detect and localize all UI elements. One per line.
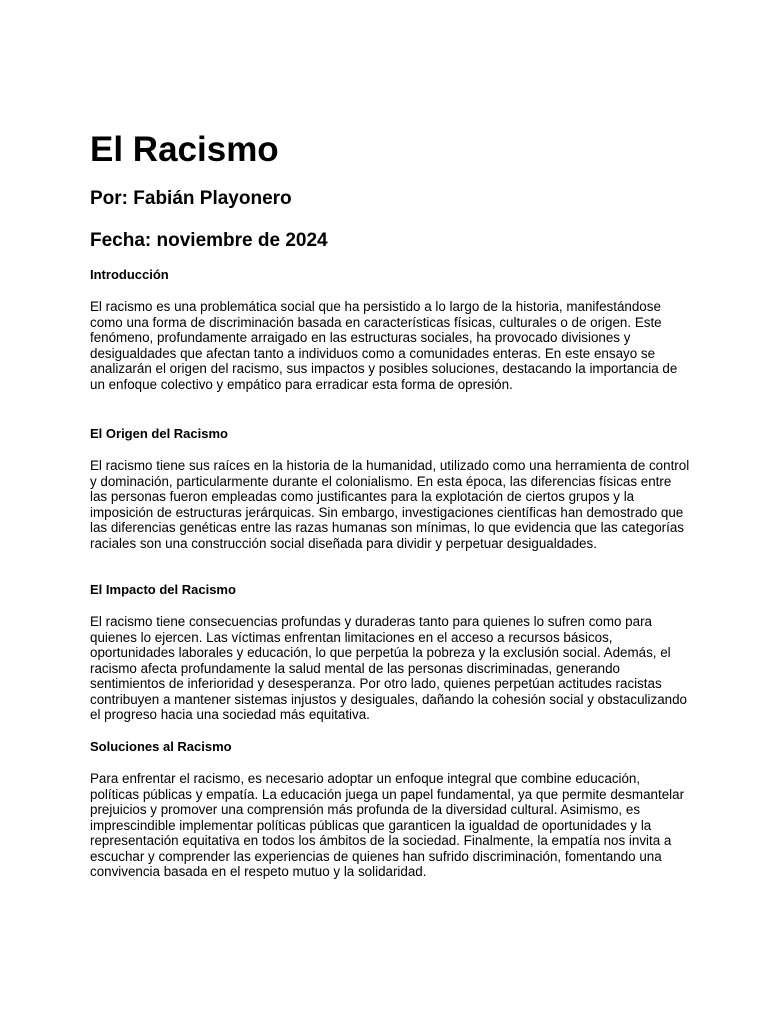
section-paragraph: El racismo es una problemática social que ha persistido a lo largo de la historia, manifestándose como una forma de discriminación basada en características físicas, culturales o de origen. Este fenómeno, profundamente arraigado en las estructuras sociales, ha provocado divisiones y desigualdades que afectan tanto a individuos como a comunidades enteras. En este ensayo se analizarán el origen del racismo, sus impactos y posibles soluciones, destacando la importancia de un enfoque colectivo y empático para erradicar esta forma de opresión. (90, 299, 678, 392)
document-title: El Racismo (90, 130, 279, 169)
section-soluciones (90, 739, 690, 880)
section-paragraph: El racismo tiene sus raíces en la historia de la humanidad, utilizado como una herramienta de control y dominación, particularmente durante el colonialismo. En esta época, las diferencias físicas entre las personas fueron empleadas como justificantes para la explotación de ciertos grupos y la imposición de estructuras jerárquicas. Sin embargo, investigaciones científicas han demostrado que las diferencias genéticas entre las razas humanas son mínimas, lo que evidencia que las categorías raciales son una construcción social diseñada para dividir y perpetuar desigualdades. (90, 458, 690, 551)
section-introduccion (90, 267, 690, 392)
section-impacto (90, 582, 690, 723)
document-author: Por: Fabián Playonero (90, 188, 292, 209)
section-paragraph: El racismo tiene consecuencias profundas y duraderas tanto para quienes lo sufren como para quienes lo ejercen. Las víctimas enfrentan limitaciones en el acceso a recursos básicos, oportunidades laborales y educación, lo que perpetúa la pobreza y la exclusión social. Además, el racismo afecta profundamente la salud mental de las personas discriminadas, generando sentimientos de inferioridad y desesperanza. Por otro lado, quienes perpetúan actitudes racistas contribuyen a mantener sistemas injustos y desiguales, dañando la cohesión social y obstaculizando el progreso hacia una sociedad más equitativa. (90, 614, 687, 722)
section-heading: Soluciones al Racismo (90, 739, 232, 754)
section-paragraph: Para enfrentar el racismo, es necesario adoptar un enfoque integral que combine educación, políticas públicas y empatía. La educación juega un papel fundamental, ya que permite desmantelar prejuicios y promover una comprensión más profunda de la diversidad cultural. Asimismo, es imprescindible implementar políticas públicas que garanticen la igualdad de oportunidades y la representación equitativa en todos los ámbitos de la sociedad. Finalmente, la empatía nos invita a escuchar y comprender las experiencias de quienes han sufrido discriminación, fomentando una convivencia basada en el respeto mutuo y la solidaridad. (90, 771, 685, 879)
section-heading: Introducción (90, 267, 169, 282)
section-heading: El Impacto del Racismo (90, 582, 236, 597)
document-date: Fecha: noviembre de 2024 (90, 230, 328, 251)
section-heading: El Origen del Racismo (90, 426, 228, 441)
section-origen (90, 426, 690, 551)
